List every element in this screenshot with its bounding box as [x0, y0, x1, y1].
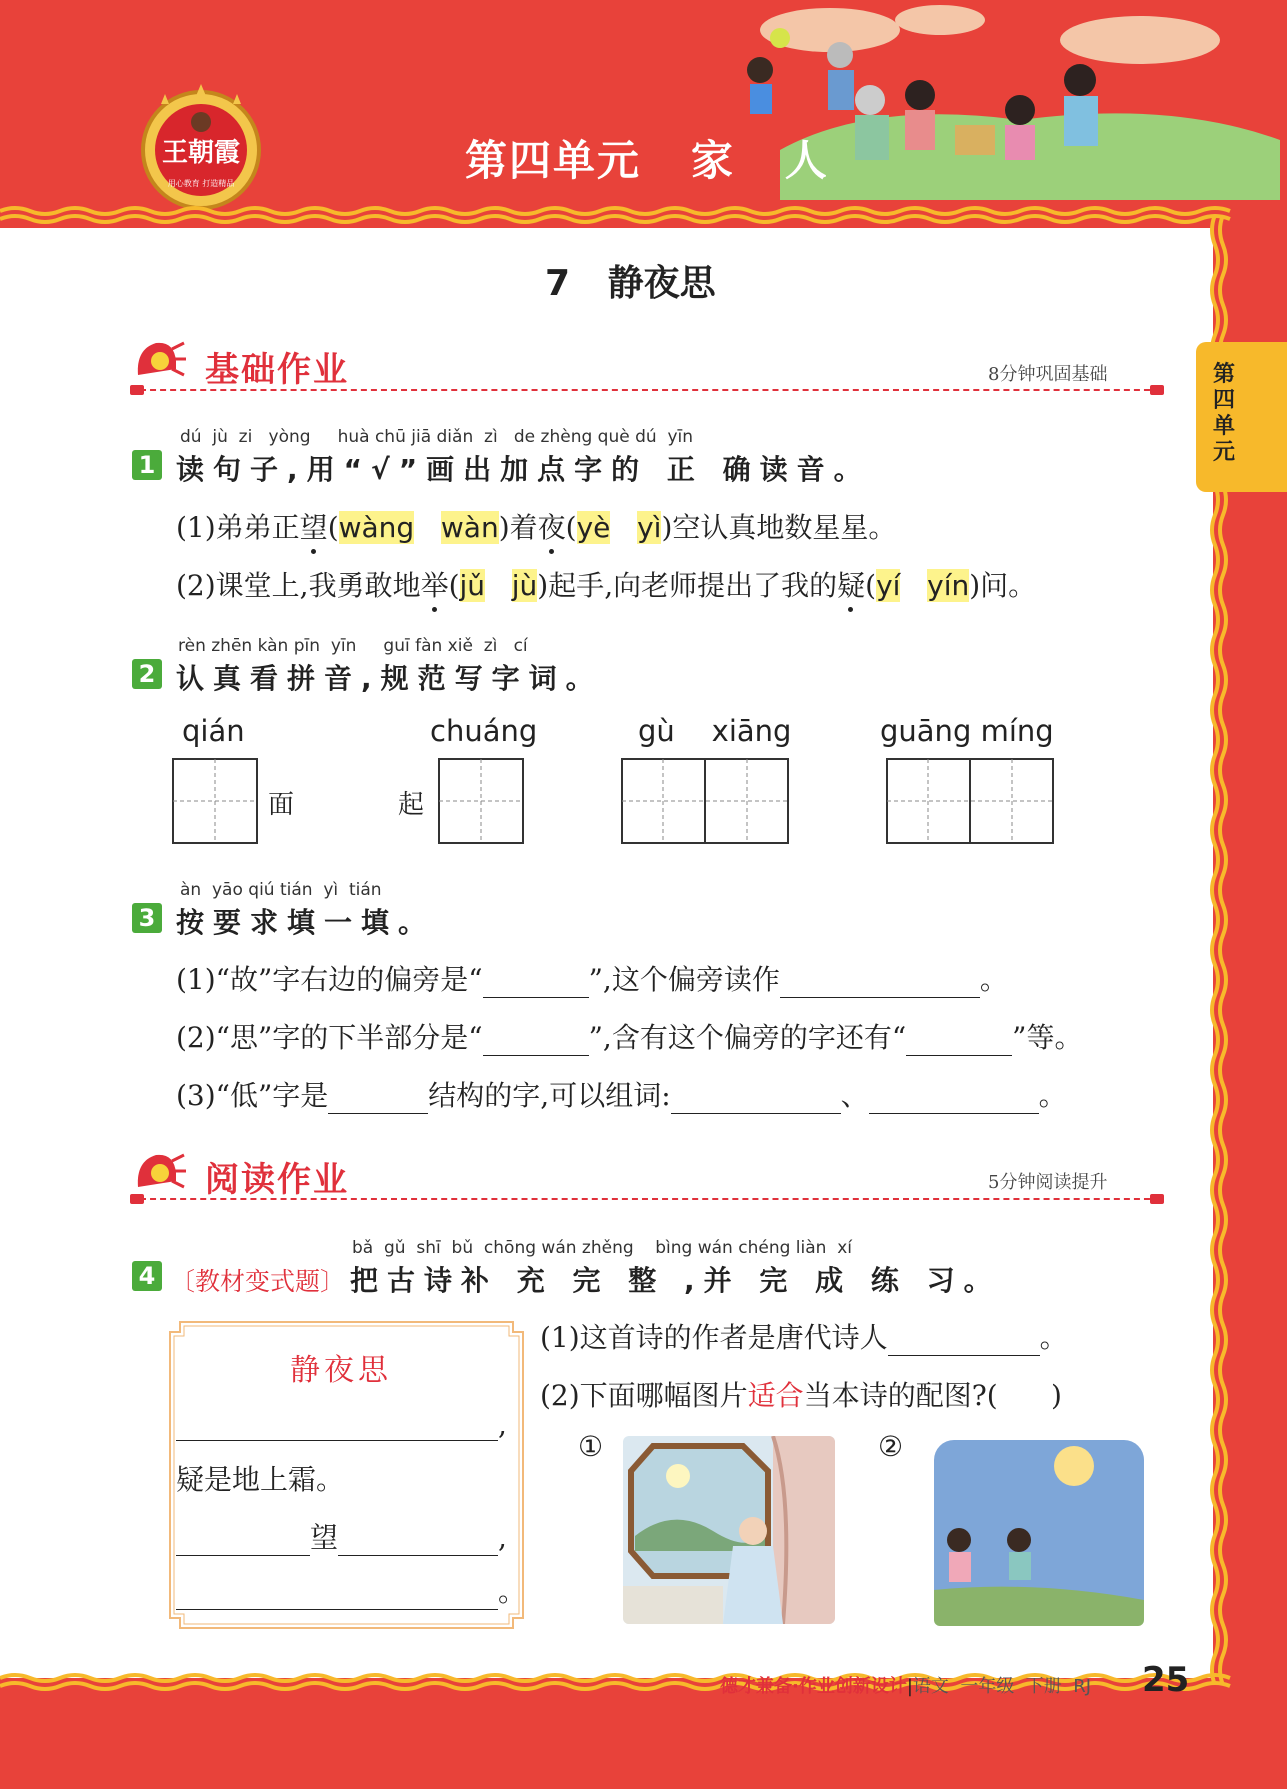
- bell-icon: [130, 335, 188, 383]
- section-title-basic: 基础作业: [205, 350, 349, 390]
- bell-icon: [130, 1147, 188, 1195]
- line-cap: [1150, 385, 1164, 395]
- lesson-title: 7 静夜思: [545, 263, 716, 304]
- answer-blank[interactable]: [176, 1527, 310, 1556]
- q1-line2: (2)课堂上,我勇敢地举 (jǔ jù)起手,向老师提出了我的疑 (yí yín)问。: [176, 564, 1036, 604]
- q4-sub1: (1)这首诗的作者是唐代诗人 。: [540, 1321, 1068, 1354]
- answer-blank[interactable]: [906, 1027, 1012, 1056]
- option-ju4[interactable]: jù: [511, 569, 538, 602]
- q2-pinyin: rèn zhēn kàn pīn yīn guī fàn xiě zì cí: [178, 636, 528, 656]
- writing-grid[interactable]: [438, 758, 524, 844]
- q3-pinyin: àn yāo qiú tián yì tián: [180, 880, 382, 900]
- answer-blank[interactable]: [671, 1085, 841, 1114]
- decorative-wave-border: [0, 205, 1240, 231]
- poem-line3: 望 ,: [176, 1516, 507, 1556]
- answer-blank[interactable]: [780, 969, 980, 998]
- line-cap: [1150, 1194, 1164, 1204]
- q1-line1: (1)弟弟正望 (wàng wàn)着夜 (yè yì)空认真地数星星。: [176, 506, 896, 546]
- question-number: 2: [132, 659, 162, 689]
- q3-line3: (3)“低”字是 结构的字,可以组词: 、 。: [176, 1079, 1067, 1112]
- footer-brand: 德才兼备·作业创新设计: [720, 1676, 907, 1697]
- poem-line4: 。: [176, 1570, 526, 1610]
- question-number: 1: [132, 450, 162, 480]
- option-yin[interactable]: yín: [927, 569, 970, 602]
- answer-blank[interactable]: [483, 969, 589, 998]
- question-number: 4: [132, 1261, 162, 1291]
- option-ye[interactable]: yè: [576, 511, 611, 544]
- word4-pinyin: guāng míng: [880, 714, 1054, 748]
- q4-sub2: (2)下面哪幅图片适合当本诗的配图?( ): [540, 1379, 1062, 1412]
- logo-subtitle: 用心教育 打造精品: [167, 179, 235, 188]
- poem-line1: ,: [176, 1408, 507, 1441]
- word3-pinyin: gù xiāng: [638, 714, 792, 748]
- q4-pinyin: bǎ gǔ shī bǔ chōng wán zhěng bìng wán chéng liàn xí: [352, 1238, 853, 1258]
- option-2-label[interactable]: ②: [878, 1430, 904, 1463]
- word1-char: 面: [268, 790, 295, 820]
- poem-title: 静夜思: [290, 1353, 392, 1388]
- writing-grid[interactable]: [172, 758, 258, 844]
- option-yi[interactable]: yì: [637, 511, 662, 544]
- logo-name: 王朝霞: [161, 138, 240, 168]
- textbook-variant-tag: 〔教材变式题〕: [170, 1267, 346, 1296]
- answer-blank[interactable]: [483, 1027, 589, 1056]
- unit-title: 第四单元 家 人: [465, 136, 829, 185]
- footer-info: 语文 一年级 下册 RJ: [912, 1676, 1092, 1697]
- question-number: 3: [132, 903, 162, 933]
- poem-line2: 疑是地上霜。: [176, 1463, 345, 1496]
- option-1-label[interactable]: ①: [578, 1430, 604, 1463]
- picture-option-1-scholar-moon[interactable]: [623, 1436, 835, 1624]
- word2-char: 起: [398, 790, 425, 820]
- q3-instruction: 按要求填一填。: [176, 906, 436, 939]
- writing-grid-double[interactable]: [621, 758, 789, 844]
- answer-blank[interactable]: [869, 1085, 1039, 1114]
- writing-grid-double[interactable]: [886, 758, 1054, 844]
- section-note-reading: 5分钟阅读提升: [988, 1172, 1108, 1193]
- answer-blank[interactable]: [888, 1327, 1040, 1356]
- section-divider: [140, 389, 1160, 391]
- word1-pinyin: qián: [182, 714, 245, 748]
- q3-line1: (1)“故”字右边的偏旁是“ ”,这个偏旁读作 。: [176, 963, 1008, 996]
- footer-separator: |: [906, 1676, 913, 1697]
- section-divider: [140, 1198, 1160, 1200]
- word2-pinyin: chuáng: [430, 714, 538, 748]
- q1-instruction: 读句子,用“√”画出加点字的 正 确读音。: [176, 453, 871, 486]
- option-yi2[interactable]: yí: [876, 569, 901, 602]
- dotted-char: 望: [300, 511, 328, 544]
- answer-blank[interactable]: [176, 1412, 498, 1441]
- answer-blank[interactable]: [176, 1581, 498, 1610]
- dotted-char: 疑: [837, 569, 865, 602]
- q3-line2: (2)“思”字的下半部分是“ ”,含有这个偏旁的字还有“ ”等。: [176, 1021, 1083, 1054]
- answer-blank[interactable]: [338, 1527, 498, 1556]
- option-wang[interactable]: wàng: [338, 511, 415, 544]
- dotted-char: 夜: [538, 511, 566, 544]
- q2-instruction: 认真看拼音,规范写字词。: [176, 662, 603, 695]
- option-wan[interactable]: wàn: [440, 511, 499, 544]
- footer: [720, 1672, 1091, 1698]
- section-title-reading: 阅读作业: [205, 1160, 349, 1200]
- dotted-char: 举: [421, 569, 449, 602]
- picture-option-2-children-moon[interactable]: [934, 1440, 1144, 1626]
- section-note-basic: 8分钟巩固基础: [988, 364, 1108, 385]
- page-number: 25: [1142, 1660, 1190, 1700]
- unit-side-tab-label: 第四单元: [1212, 362, 1235, 465]
- answer-blank[interactable]: [328, 1085, 428, 1114]
- option-ju3[interactable]: jǔ: [459, 569, 486, 602]
- q4-instruction: 把古诗补 充 完 整 ,并 完 成 练 习。: [350, 1264, 1001, 1297]
- q1-pinyin: dú jù zi yòng huà chū jiā diǎn zì de zhèng què dú yīn: [180, 427, 694, 447]
